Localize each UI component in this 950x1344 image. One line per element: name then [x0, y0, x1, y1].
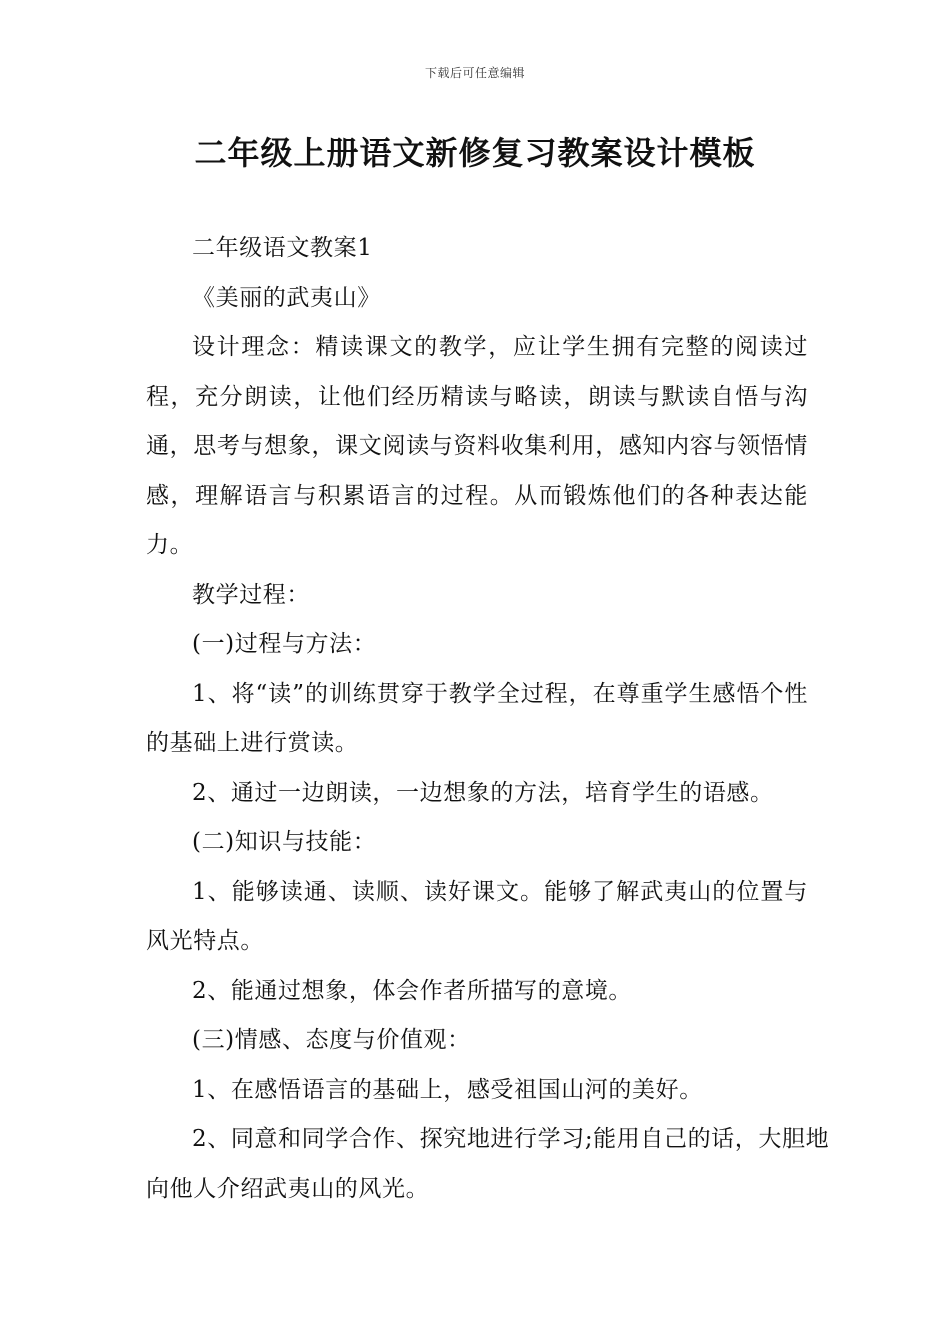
lesson-title: 《美丽的武夷山》 — [192, 284, 381, 311]
lesson-heading: 二年级语文教案1 — [192, 235, 373, 261]
section-heading-process-method: (一)过程与方法： — [192, 631, 377, 657]
document-title: 二年级上册语文新修复习教案设计模板 — [194, 134, 756, 172]
list-item: 2、能通过想象，体会作者所描写的意境。 — [192, 977, 633, 1004]
list-item: 1、能够读通、读顺、读好课文。能够了解武夷山的位置与风光特点。 — [146, 878, 808, 954]
list-item: 1、在感悟语言的基础上，感受祖国山河的美好。 — [192, 1076, 703, 1103]
teaching-process-heading: 教学过程： — [192, 581, 310, 608]
list-item: 1、将“读”的训练贯穿于教学全过程，在尊重学生感悟个性的基础上进行赏读。 — [146, 680, 808, 756]
section-heading-knowledge-skills: (二)知识与技能： — [192, 829, 377, 855]
list-item: 2、通过一边朗读，一边想象的方法，培育学生的语感。 — [192, 779, 774, 806]
list-item: 2、同意和同学合作、探究地进行学习;能用自己的话，大胆地向他人介绍武夷山的风光。 — [146, 1126, 830, 1202]
document-body — [146, 224, 830, 1214]
section-heading-emotion-attitude-values: (三)情感、态度与价值观： — [192, 1027, 471, 1053]
design-concept-paragraph: 设计理念：精读课文的教学，应让学生拥有完整的阅读过程，充分朗读，让他们经历精读与略读，朗读与默读自悟与沟通，思考与想象，课文阅读与资料收集利用，感知内容与领悟情感，理解语言与积累语言的过程。从而锻炼他们的各种表达能力。 — [146, 334, 808, 558]
header-note: 下载后可任意编辑 — [424, 66, 525, 80]
